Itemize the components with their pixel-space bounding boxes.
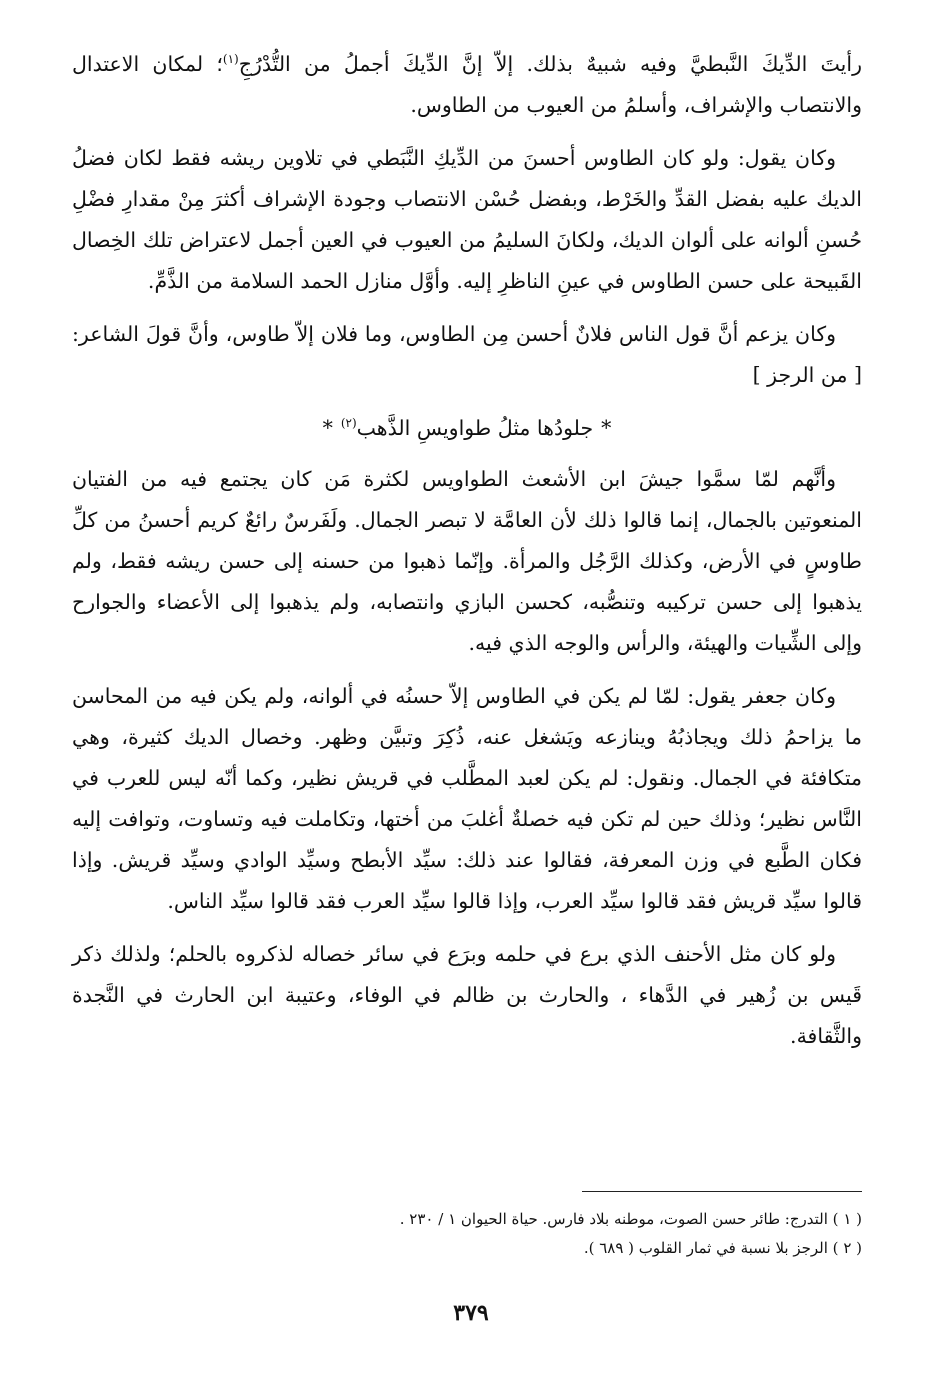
paragraph-5: وكان جعفر يقول: لمّا لم يكن في الطاوس إلاّ حسنُه في ألوانه، ولم يكن فيه من المحاسن ما يزاحمُ ذلك ويجاذبُهُ وينازعه ويَشغل عنه، ذُكِرَ وتبيَّن وظهر. وخصال الديك كثيرة، وهي متكافئة في الجمال. ونقول: لم يكن لعبد المطَّلب في قريش نظير، وكما أنّه ليس للعرب في النَّاس نظير؛ وذلك حين لم تكن فيه خصلةٌ أغلبَ من أختها، وتكاملت فيه وتساوت، وتوافت إليه فكان الطَّبع في وزن المعرفة، فقالوا عند ذلك: سيِّد الأبطح وسيِّد الوادي وسيِّد قريش. وإذا قالوا سيِّد قريش فقد قالوا سيِّد العرب، وإذا قالوا سيِّد العرب فقد قالوا سيِّد الناس. (72, 684, 862, 913)
verse-text: جلودُها مثلُ طواويسِ الذَّهب (356, 416, 594, 440)
paragraph-6: ولو كان مثل الأحنف الذي برع في حلمه وبرَع في سائر خصاله لذكروه بالحلم؛ ولذلك ذكر قَيس بن زُهير في الدَّهاء ، والحارث بن ظالم في الوفاء، وعتيبة ابن الحارث في النَّجدة والثَّقافة. (72, 942, 862, 1048)
paragraph-3: وكان يزعم أنَّ قول الناس فلانٌ أحسن مِن الطاوس، وما فلان إلاّ طاوس، وأنَّ قولَ الشاعر: [ من الرجز ] (72, 322, 862, 387)
verse-line (72, 408, 862, 449)
paragraph-1 (72, 44, 862, 126)
page-body (72, 44, 862, 1069)
footnote-ref-2[interactable]: (٢) (340, 416, 357, 431)
paragraph-2: وكان يقول: ولو كان الطاوس أحسنَ من الدِّيكِ النَّبَطي في تلاوين ريشه فقط لكان فضلُ الديك عليه بفضل القدِّ والخَرْط، وبفضل حُسْن الانتصاب وجودة الإشراف أكثرَ مِنْ مقدارِ فضْلِ حُسنِ ألوانه على ألوان الديك، ولكانَ السليمُ من العيوب في العين أجمل لاعتراض تلك الخِصال القَبيحة على حسن الطاوس في عينِ الناظرِ إليه. وأوَّل منازل الحمد السلامة من الذَّمِّ. (72, 146, 862, 293)
verse-star-left: * (322, 416, 333, 440)
footnote-2: ( ٢ ) الرجز بلا نسبة في ثمار القلوب ( ٦٨٩ ). (583, 1239, 862, 1257)
paragraph-1-text: رأيتَ الدِّيكَ النَّبطيَّ وفيه شبيهٌ بذلك. إلاّ إنَّ الدِّيكَ أجملُ من التُّدْرُجِ (238, 52, 862, 76)
footnotes (82, 1205, 862, 1263)
page-number: ٣٧٩ (453, 1300, 489, 1326)
footnote-ref-1[interactable]: (١) (222, 52, 239, 67)
footnote-divider (582, 1191, 862, 1192)
verse-star-right: * (601, 416, 612, 440)
paragraph-1-rest: ؛ لمكان الاعتدال والانتصاب والإشراف، وأسلمُ من العيوب من الطاوس. (72, 52, 862, 117)
footnote-1: ( ١ ) التدرج: طائر حسن الصوت، موطنه بلاد فارس. حياة الحيوان ١ / ٢٣٠ . (399, 1210, 862, 1228)
paragraph-4: وأنَّهم لمّا سمَّوا جيشَ ابن الأشعث الطواويس لكثرة مَن كان يجتمع فيه من الفتيان المنعوتين بالجمال، إنما قالوا ذلك لأن العامَّة لا تبصر الجمال. ولَفَرسٌ رائعٌ كريم أحسنُ من كلِّ طاوسٍ في الأرض، وكذلك الرَّجُل والمرأة. وإنّما ذهبوا من حسنه إلى حسن ريشه فقط، ولم يذهبوا إلى حسن تركيبه وتنصُّبه، كحسن البازي وانتصابه، ولم يذهبوا إلى الأعضاء والجوارح وإلى الشِّيات والهيئة، والرأس والوجه الذي فيه. (72, 467, 862, 655)
